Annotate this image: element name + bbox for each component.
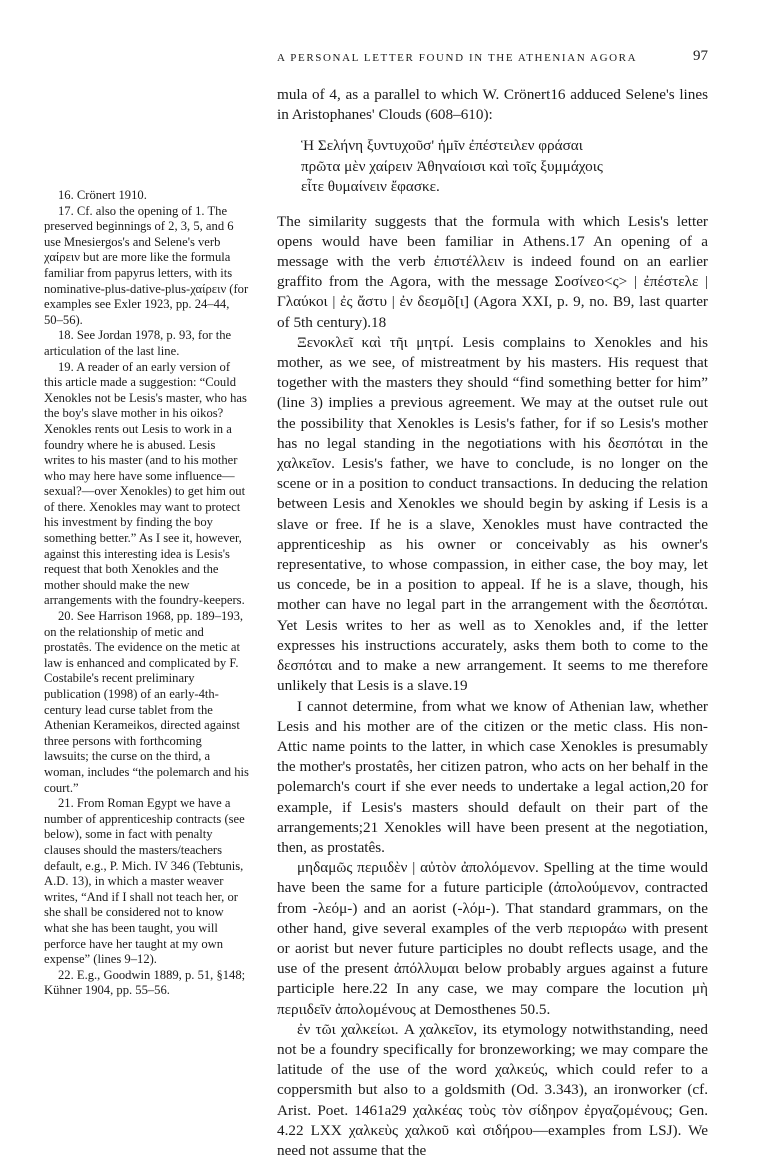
footnote: 17. Cf. also the opening of 1. The preserved beginnings of 2, 3, 5, and 6 use Mnesiergos's and Selene's verb χαίρειν but are more like the formula familiar from papyrus letters, with its nominative-plus-dative-plus-χαίρειν (for examples see Exler 1923, pp. 24–44, 50–56). <box>44 203 249 327</box>
paragraph-midamos: μηδαμῶς περιιδὲν | αὐτὸν ἀπολόμενον. Spelling at the time would have been the same for a future participle (ἀπολούμενον, contracted from -λεόμ-) and an aorist (-λόμ-). That standard grammars, on the other hand, give several examples of the verb περιοράω with present or aorist but never future participles no doubt reflects usage, and the use of the present ἀπόλλυμαι below probably argues against a future participle here.22 In any case, we may compare the locution μὴ περιιδεῖν ἀπολομένους at Demosthenes 50.5. <box>277 859 708 1018</box>
main-text-column <box>277 85 708 1161</box>
paragraph-cannot-determine: I cannot determine, from what we know of Athenian law, whether Lesis and his mother are of the citizen or the metic class. His non-Attic name points to the latter, in which case Xenokles is presumably the mother's prostatês, her citizen patron, who acts on her behalf in the polemarch's court if she ever needs to undertake a legal action,20 for example, if Lesis's masters should default on their part of the arrangements;21 Xenokles will have been present at the negotiation, then, as prostatês. <box>277 697 708 856</box>
footnote: 19. A reader of an early version of this article made a suggestion: “Could Xenokles not be Lesis's master, who has the boy's slave mother in his oikos? Xenokles rents out Lesis to work in a foundry where he is abused. Lesis writes to his master (and to his mother who may here have some influence—sexual?—over Xenokles) to get him out of there. Xenokles may want to protect his investment by finding the boy something better.” As I see it, however, against this interesting idea is Lesis's request that both Xenokles and the mother should make the new arrangements with the foundry-keepers. <box>44 359 247 608</box>
paragraph-xenoklei: Ξενοκλεῖ καὶ τῆι μητρί. Lesis complains to Xenokles and his mother, as we see, of mistreatment by his masters. His request that together with the masters they should “find something better for him” (line 3) implies a previous agreement. We may at the outset rule out the possibility that Xenokles is Lesis's father, for if so Lesis's mother has no legal standing in the negotiations with his δεσπόται in the χαλκεῖον. Lesis's father, we have to conclude, is no longer on the scene or in a position to conduct transactions. In deducing the relation between Lesis and Xenokles we should begin by asking if Lesis is a slave or free. If he is a slave, Xenokles must have contracted the apprenticeship as his owner or conceivably as his owner's representative, to whose compassion, in either case, the boy may, let us concede, be in a position to appeal. If he is a slave, though, his mother can have no legal part in the arrangement with the δεσπόται. Yet Lesis writes to her as well as to Xenokles and, if the letter expresses his instructions accurately, asks them both to come to the δεσπόται and to make a new arrangement. It seems to me therefore unlikely that Lesis is a slave.19 <box>277 333 708 695</box>
footnote: 16. Crönert 1910. <box>58 188 147 202</box>
footnote: 22. E.g., Goodwin 1889, p. 51, §148; Kühner 1904, pp. 55–56. <box>44 967 246 998</box>
page-number: 97 <box>693 48 708 64</box>
quote-line: Ἡ Σελήνη ξυντυχοῦσ' ἡμῖν ἐπέστειλεν φράσαι <box>301 137 583 155</box>
footnote: 18. See Jordan 1978, p. 93, for the articulation of the last line. <box>44 328 232 358</box>
running-title: A PERSONAL LETTER FOUND IN THE ATHENIAN AGORA <box>277 52 638 64</box>
greek-verse-quote <box>301 136 708 197</box>
footnotes-column <box>44 188 249 999</box>
quote-line: εἶτε θυμαίνειν ἔφασκε. <box>301 178 440 196</box>
paragraph-similarity: The similarity suggests that the formula with which Lesis's letter opens would have been familiar in Athens.17 An opening of a message with the verb ἐπιστέλλειν is indeed found on an earlier graffito from the Agora, with the message Σοσίνεο<ς> | ἐπέστελε | Γλαύκοι | ἐς ἄστυ | ἐν δεσμõ[ι] (Agora XXI, p. 9, no. B9, last quarter of 5th century).18 <box>277 212 708 331</box>
quote-line: πρῶτα μὲν χαίρειν Ἀθηναίοισι καὶ τοῖς ξυμμάχοις <box>301 157 603 175</box>
footnote: 20. See Harrison 1968, pp. 189–193, on the relationship of metic and prostatês. The evidence on the metic at law is enhanced and complicated by F. Costabile's recent preliminary publication (1998) of an early-4th-century lead curse tablet from the Athenian Kerameikos, directed against three persons with forthcoming lawsuits; the curse on the third, a woman, includes “the polemarch and his court.” <box>44 609 249 795</box>
paragraph-intro: mula of 4, as a parallel to which W. Crönert16 adduced Selene's lines in Aristophanes' Clouds (608–610): <box>277 86 708 124</box>
paragraph-chalkeioi: ἐν τῶι χαλκείωι. A χαλκεῖον, its etymology notwithstanding, need not be a foundry specifically for bronzeworking; we may compare the latitude of the use of the word χαλκεύς, which could refer to a coppersmith but also to a goldsmith (Od. 3.343), an ironworker (cf. Arist. Poet. 1461a29 χαλκέας τοὺς τὸν σίδηρον ἐργαζομένους; Gen. 4.22 LXX χαλκεὺς χαλκοῦ καὶ σιδήρου—examples from LSJ). We need not assume that the <box>277 1020 708 1159</box>
footnote: 21. From Roman Egypt we have a number of apprenticeship contracts (see below), some in fact with penalty clauses should the masters/teachers default, e.g., P. Mich. IV 346 (Tebtunis, A.D. 13), in which a master weaver writes, “And if I shall not teach her, or she shall be considered not to know what she has been taught, you will perforce have her taught at my own expense” (lines 9–12). <box>44 796 245 967</box>
